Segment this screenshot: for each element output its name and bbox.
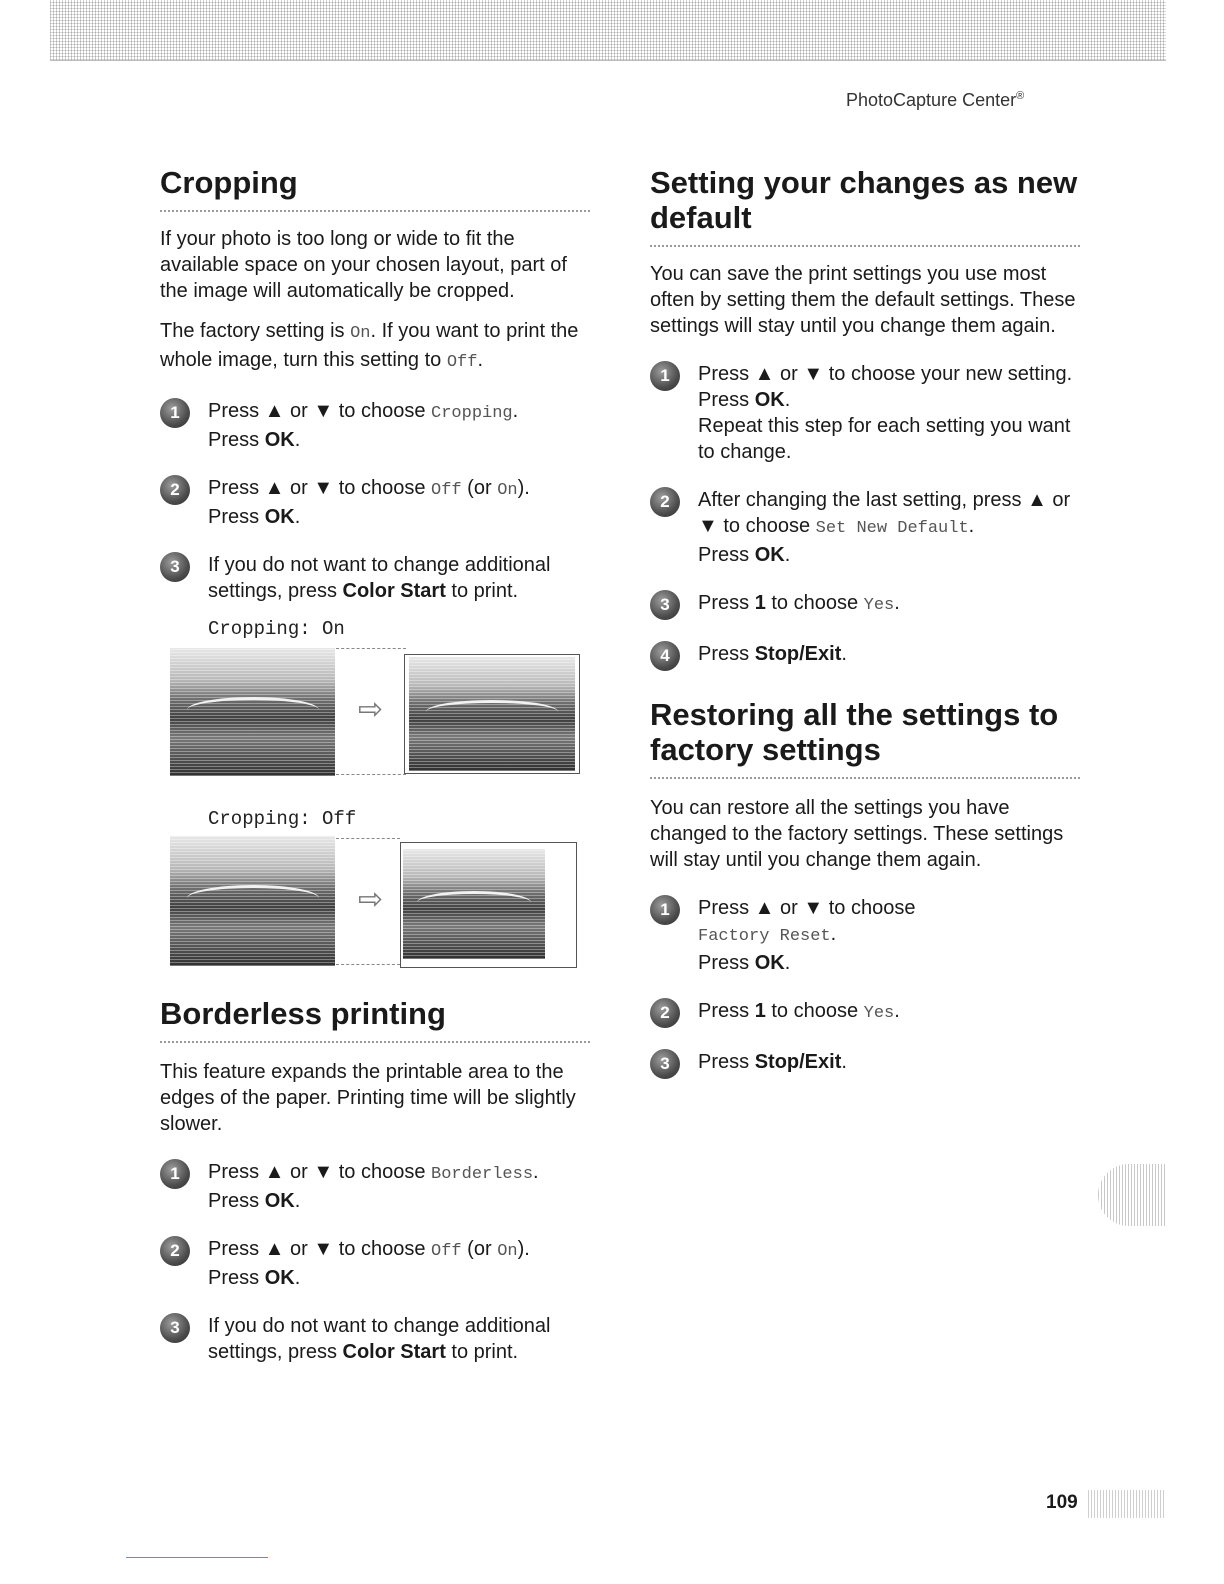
- borderless-step-3: 3 If you do not want to change additional settings, press Color Start to print.: [160, 1313, 590, 1365]
- step-number-icon: 2: [650, 998, 680, 1028]
- page-number: 109: [1046, 1492, 1078, 1513]
- cropping-step-3: 3 If you do not want to change additional settings, press Color Start to print.: [160, 552, 590, 604]
- cropping-step-2: 2 Press ▲ or ▼ to choose Off (or On). Press OK.: [160, 475, 590, 530]
- source-photo: [170, 648, 335, 776]
- set-default-intro: You can save the print settings you use most often by setting them the default settings. These settings will stay until you change them again.: [650, 263, 1076, 337]
- borderless-title: Borderless printing: [160, 996, 590, 1043]
- set-default-step-4: 4 Press Stop/Exit.: [650, 641, 1080, 667]
- restore-step-1: 1 Press ▲ or ▼ to choose Factory Reset. Press OK.: [650, 895, 1080, 976]
- step-number-icon: 2: [650, 487, 680, 517]
- borderless-step-1: 1 Press ▲ or ▼ to choose Borderless. Press OK.: [160, 1159, 590, 1214]
- running-head: PhotoCapture Center®: [846, 90, 1025, 110]
- header-band: [50, 0, 1166, 61]
- restore-intro: You can restore all the settings you have changed to the factory settings. These settings will stay until you change them again.: [650, 797, 1064, 871]
- caption-cropping-on: Cropping: On: [208, 618, 345, 640]
- arrow-right-icon: ⇨: [358, 693, 384, 726]
- arrow-right-icon: ⇨: [358, 883, 384, 916]
- step-number-icon: 3: [160, 1313, 190, 1343]
- step-number-icon: 1: [160, 1159, 190, 1189]
- set-default-step-1: 1 Press ▲ or ▼ to choose your new setting. Press OK. Repeat this step for each setting you want to change.: [650, 361, 1080, 465]
- restore-title: Restoring all the settings to factory settings: [650, 697, 1080, 779]
- right-column: [650, 165, 1080, 1075]
- restore-step-3: 3 Press Stop/Exit.: [650, 1049, 1080, 1075]
- step-number-icon: 1: [650, 361, 680, 391]
- cropped-photo: [409, 657, 575, 771]
- set-default-step-2: 2 After changing the last setting, press ▲ or ▼ to choose Set New Default. Press OK.: [650, 487, 1080, 568]
- source-photo: [170, 836, 335, 966]
- figure-cropping-on: [160, 646, 590, 776]
- page-number-band: [1088, 1490, 1166, 1518]
- cropping-title: Cropping: [160, 165, 590, 212]
- set-default-step-3: 3 Press 1 to choose Yes.: [650, 590, 1080, 619]
- cropping-intro: If your photo is too long or wide to fit the available space on your chosen layout, part of the image will automatically be cropped.: [160, 228, 567, 302]
- figure-cropping-off: [160, 836, 590, 966]
- paper-frame: [400, 842, 577, 968]
- step-number-icon: 2: [160, 1236, 190, 1266]
- restore-step-2: 2 Press 1 to choose Yes.: [650, 998, 1080, 1027]
- step-number-icon: 3: [650, 590, 680, 620]
- step-number-icon: 4: [650, 641, 680, 671]
- step-number-icon: 3: [160, 552, 190, 582]
- cropping-step-1: 1 Press ▲ or ▼ to choose Cropping. Press OK.: [160, 398, 590, 453]
- borderless-intro: This feature expands the printable area to the edges of the paper. Printing time will be slightly slower.: [160, 1061, 576, 1135]
- chapter-tab: [1098, 1164, 1166, 1226]
- left-column: [160, 165, 590, 1365]
- step-number-icon: 1: [160, 398, 190, 428]
- footnote-rule: [126, 1557, 268, 1558]
- step-number-icon: 3: [650, 1049, 680, 1079]
- paper-frame: [404, 654, 580, 774]
- step-number-icon: 2: [160, 475, 190, 505]
- cropping-factory-note: The factory setting is On. If you want to print the whole image, turn this setting to Off.: [160, 320, 579, 372]
- step-number-icon: 1: [650, 895, 680, 925]
- caption-cropping-off: Cropping: Off: [208, 808, 357, 830]
- full-photo: [403, 849, 545, 959]
- borderless-step-2: 2 Press ▲ or ▼ to choose Off (or On). Press OK.: [160, 1236, 590, 1291]
- set-default-title: Setting your changes as new default: [650, 165, 1080, 247]
